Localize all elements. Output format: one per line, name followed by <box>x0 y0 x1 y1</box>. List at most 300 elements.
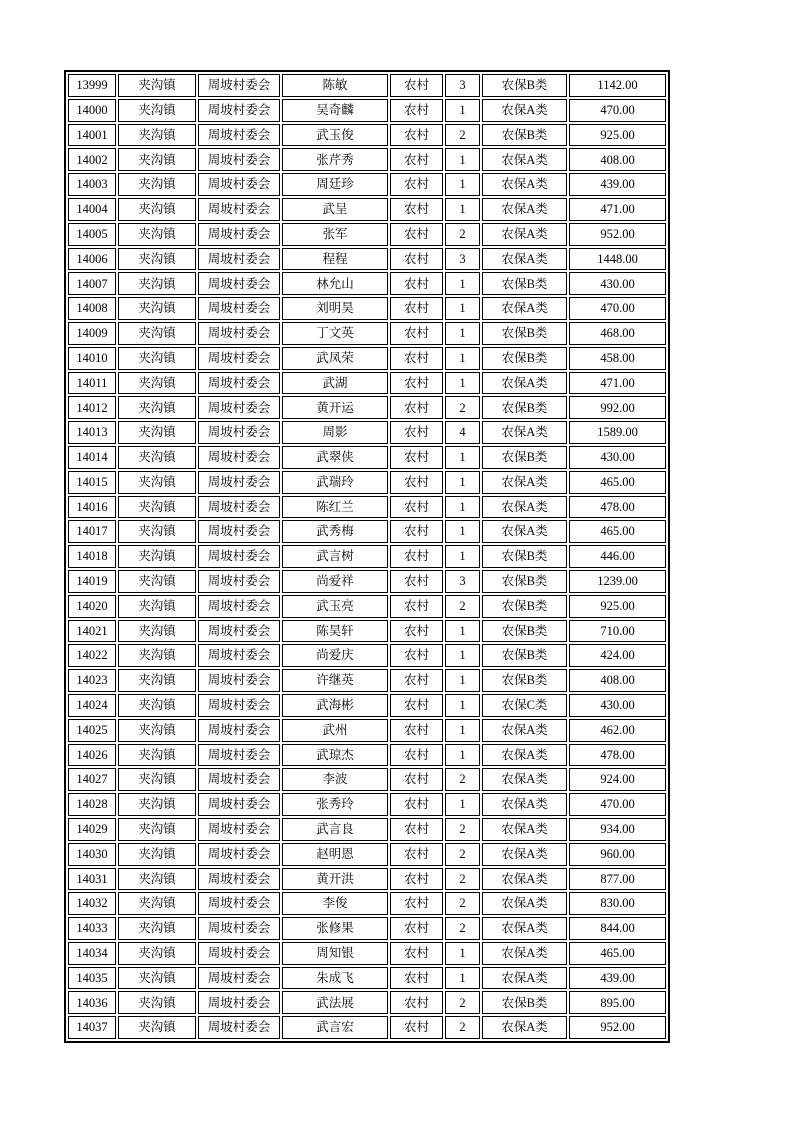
cell-person-name: 吴奇麟 <box>282 99 388 122</box>
cell-amount: 471.00 <box>569 372 666 395</box>
cell-insurance-class: 农保A类 <box>482 967 567 990</box>
cell-residence-type: 农村 <box>390 768 443 791</box>
cell-town: 夹沟镇 <box>118 223 196 246</box>
table-row <box>68 545 666 568</box>
table-row <box>68 297 666 320</box>
cell-insurance-class: 农保B类 <box>482 620 567 643</box>
cell-insurance-class: 农保A类 <box>482 471 567 494</box>
cell-insurance-class: 农保B类 <box>482 570 567 593</box>
cell-person-count: 1 <box>445 793 480 816</box>
cell-village-committee: 周坡村委会 <box>198 471 280 494</box>
cell-amount: 470.00 <box>569 99 666 122</box>
cell-town: 夹沟镇 <box>118 421 196 444</box>
cell-residence-type: 农村 <box>390 223 443 246</box>
cell-amount: 1448.00 <box>569 248 666 271</box>
cell-residence-type: 农村 <box>390 669 443 692</box>
cell-person-count: 1 <box>445 694 480 717</box>
table-row <box>68 520 666 543</box>
cell-insurance-class: 农保A类 <box>482 99 567 122</box>
cell-residence-type: 农村 <box>390 843 443 866</box>
cell-town: 夹沟镇 <box>118 446 196 469</box>
cell-insurance-class: 农保A类 <box>482 148 567 171</box>
cell-town: 夹沟镇 <box>118 744 196 767</box>
cell-town: 夹沟镇 <box>118 892 196 915</box>
cell-insurance-class: 农保B类 <box>482 322 567 345</box>
cell-residence-type: 农村 <box>390 347 443 370</box>
cell-amount: 925.00 <box>569 124 666 147</box>
cell-person-count: 1 <box>445 446 480 469</box>
cell-village-committee: 周坡村委会 <box>198 768 280 791</box>
cell-village-committee: 周坡村委会 <box>198 967 280 990</box>
cell-residence-type: 农村 <box>390 942 443 965</box>
cell-insurance-class: 农保A类 <box>482 520 567 543</box>
cell-person-name: 武法展 <box>282 991 388 1014</box>
cell-serial-number: 14034 <box>68 942 116 965</box>
cell-person-count: 2 <box>445 868 480 891</box>
cell-person-name: 武翠侠 <box>282 446 388 469</box>
cell-village-committee: 周坡村委会 <box>198 124 280 147</box>
cell-serial-number: 14027 <box>68 768 116 791</box>
cell-town: 夹沟镇 <box>118 818 196 841</box>
cell-residence-type: 农村 <box>390 248 443 271</box>
cell-residence-type: 农村 <box>390 124 443 147</box>
cell-serial-number: 14018 <box>68 545 116 568</box>
cell-residence-type: 农村 <box>390 496 443 519</box>
cell-person-count: 1 <box>445 620 480 643</box>
cell-village-committee: 周坡村委会 <box>198 793 280 816</box>
cell-person-name: 武呈 <box>282 198 388 221</box>
cell-town: 夹沟镇 <box>118 570 196 593</box>
cell-amount: 446.00 <box>569 545 666 568</box>
cell-person-name: 许继英 <box>282 669 388 692</box>
cell-person-name: 黄开运 <box>282 396 388 419</box>
cell-serial-number: 14032 <box>68 892 116 915</box>
cell-amount: 424.00 <box>569 644 666 667</box>
table-row <box>68 942 666 965</box>
table-row <box>68 74 666 97</box>
table-row <box>68 570 666 593</box>
cell-insurance-class: 农保A类 <box>482 198 567 221</box>
cell-residence-type: 农村 <box>390 322 443 345</box>
cell-amount: 992.00 <box>569 396 666 419</box>
cell-serial-number: 14011 <box>68 372 116 395</box>
cell-insurance-class: 农保A类 <box>482 793 567 816</box>
cell-residence-type: 农村 <box>390 545 443 568</box>
table-row <box>68 595 666 618</box>
table-row <box>68 223 666 246</box>
cell-person-name: 武瑞玲 <box>282 471 388 494</box>
cell-person-name: 陈红兰 <box>282 496 388 519</box>
cell-residence-type: 农村 <box>390 991 443 1014</box>
cell-person-name: 武玉亮 <box>282 595 388 618</box>
cell-town: 夹沟镇 <box>118 595 196 618</box>
cell-town: 夹沟镇 <box>118 496 196 519</box>
table-row <box>68 1016 666 1039</box>
cell-insurance-class: 农保A类 <box>482 768 567 791</box>
cell-amount: 925.00 <box>569 595 666 618</box>
cell-person-count: 1 <box>445 545 480 568</box>
cell-insurance-class: 农保A类 <box>482 372 567 395</box>
cell-serial-number: 14020 <box>68 595 116 618</box>
cell-town: 夹沟镇 <box>118 942 196 965</box>
cell-person-count: 2 <box>445 991 480 1014</box>
cell-town: 夹沟镇 <box>118 644 196 667</box>
cell-amount: 462.00 <box>569 719 666 742</box>
cell-town: 夹沟镇 <box>118 272 196 295</box>
cell-residence-type: 农村 <box>390 967 443 990</box>
cell-village-committee: 周坡村委会 <box>198 917 280 940</box>
cell-town: 夹沟镇 <box>118 545 196 568</box>
cell-amount: 895.00 <box>569 991 666 1014</box>
cell-serial-number: 14017 <box>68 520 116 543</box>
cell-amount: 430.00 <box>569 694 666 717</box>
cell-town: 夹沟镇 <box>118 520 196 543</box>
cell-amount: 465.00 <box>569 471 666 494</box>
cell-person-name: 尚爱祥 <box>282 570 388 593</box>
cell-residence-type: 农村 <box>390 818 443 841</box>
table-row <box>68 446 666 469</box>
cell-residence-type: 农村 <box>390 421 443 444</box>
cell-residence-type: 农村 <box>390 372 443 395</box>
cell-town: 夹沟镇 <box>118 99 196 122</box>
cell-town: 夹沟镇 <box>118 372 196 395</box>
cell-town: 夹沟镇 <box>118 1016 196 1039</box>
cell-serial-number: 14029 <box>68 818 116 841</box>
table-row <box>68 694 666 717</box>
cell-residence-type: 农村 <box>390 595 443 618</box>
cell-person-count: 2 <box>445 768 480 791</box>
cell-person-count: 1 <box>445 669 480 692</box>
cell-serial-number: 14033 <box>68 917 116 940</box>
cell-amount: 468.00 <box>569 322 666 345</box>
table-row <box>68 372 666 395</box>
cell-amount: 408.00 <box>569 148 666 171</box>
cell-village-committee: 周坡村委会 <box>198 570 280 593</box>
cell-person-count: 1 <box>445 967 480 990</box>
cell-person-count: 1 <box>445 520 480 543</box>
cell-person-count: 2 <box>445 124 480 147</box>
cell-residence-type: 农村 <box>390 520 443 543</box>
cell-insurance-class: 农保A类 <box>482 868 567 891</box>
table-row <box>68 793 666 816</box>
cell-town: 夹沟镇 <box>118 843 196 866</box>
cell-village-committee: 周坡村委会 <box>198 248 280 271</box>
cell-town: 夹沟镇 <box>118 719 196 742</box>
cell-town: 夹沟镇 <box>118 74 196 97</box>
table-row <box>68 396 666 419</box>
cell-serial-number: 14008 <box>68 297 116 320</box>
cell-village-committee: 周坡村委会 <box>198 421 280 444</box>
cell-insurance-class: 农保B类 <box>482 669 567 692</box>
cell-residence-type: 农村 <box>390 99 443 122</box>
cell-town: 夹沟镇 <box>118 694 196 717</box>
cell-person-count: 2 <box>445 917 480 940</box>
table-row <box>68 272 666 295</box>
cell-insurance-class: 农保A类 <box>482 818 567 841</box>
cell-person-name: 武凤荣 <box>282 347 388 370</box>
cell-amount: 478.00 <box>569 744 666 767</box>
cell-serial-number: 14013 <box>68 421 116 444</box>
cell-village-committee: 周坡村委会 <box>198 892 280 915</box>
cell-person-name: 张军 <box>282 223 388 246</box>
cell-village-committee: 周坡村委会 <box>198 545 280 568</box>
cell-serial-number: 14022 <box>68 644 116 667</box>
cell-serial-number: 14035 <box>68 967 116 990</box>
cell-village-committee: 周坡村委会 <box>198 148 280 171</box>
cell-village-committee: 周坡村委会 <box>198 99 280 122</box>
cell-person-name: 黄开洪 <box>282 868 388 891</box>
cell-residence-type: 农村 <box>390 396 443 419</box>
cell-amount: 710.00 <box>569 620 666 643</box>
cell-insurance-class: 农保C类 <box>482 694 567 717</box>
cell-person-name: 张秀玲 <box>282 793 388 816</box>
cell-serial-number: 14005 <box>68 223 116 246</box>
cell-insurance-class: 农保A类 <box>482 744 567 767</box>
table-body <box>68 74 666 1039</box>
cell-village-committee: 周坡村委会 <box>198 198 280 221</box>
cell-village-committee: 周坡村委会 <box>198 223 280 246</box>
cell-person-count: 2 <box>445 396 480 419</box>
cell-insurance-class: 农保A类 <box>482 892 567 915</box>
cell-village-committee: 周坡村委会 <box>198 719 280 742</box>
cell-insurance-class: 农保B类 <box>482 595 567 618</box>
cell-village-committee: 周坡村委会 <box>198 620 280 643</box>
cell-serial-number: 14015 <box>68 471 116 494</box>
table-row <box>68 148 666 171</box>
cell-insurance-class: 农保B类 <box>482 545 567 568</box>
table-row <box>68 719 666 742</box>
cell-amount: 439.00 <box>569 173 666 196</box>
cell-person-name: 武玉俊 <box>282 124 388 147</box>
cell-person-count: 4 <box>445 421 480 444</box>
cell-serial-number: 13999 <box>68 74 116 97</box>
table-row <box>68 967 666 990</box>
cell-village-committee: 周坡村委会 <box>198 322 280 345</box>
cell-town: 夹沟镇 <box>118 198 196 221</box>
cell-person-count: 1 <box>445 644 480 667</box>
cell-person-name: 周影 <box>282 421 388 444</box>
cell-serial-number: 14009 <box>68 322 116 345</box>
cell-insurance-class: 农保B类 <box>482 347 567 370</box>
cell-person-name: 李俊 <box>282 892 388 915</box>
cell-serial-number: 14004 <box>68 198 116 221</box>
cell-town: 夹沟镇 <box>118 347 196 370</box>
table-row <box>68 868 666 891</box>
cell-person-count: 2 <box>445 1016 480 1039</box>
cell-person-name: 赵明恩 <box>282 843 388 866</box>
cell-serial-number: 14007 <box>68 272 116 295</box>
cell-person-name: 武州 <box>282 719 388 742</box>
cell-insurance-class: 农保B类 <box>482 74 567 97</box>
cell-residence-type: 农村 <box>390 446 443 469</box>
table-row <box>68 421 666 444</box>
cell-person-count: 1 <box>445 148 480 171</box>
cell-insurance-class: 农保A类 <box>482 496 567 519</box>
cell-residence-type: 农村 <box>390 471 443 494</box>
table-row <box>68 496 666 519</box>
cell-amount: 1589.00 <box>569 421 666 444</box>
cell-serial-number: 14036 <box>68 991 116 1014</box>
cell-serial-number: 14028 <box>68 793 116 816</box>
cell-village-committee: 周坡村委会 <box>198 595 280 618</box>
cell-residence-type: 农村 <box>390 868 443 891</box>
cell-amount: 924.00 <box>569 768 666 791</box>
cell-amount: 844.00 <box>569 917 666 940</box>
cell-serial-number: 14000 <box>68 99 116 122</box>
cell-person-name: 武湖 <box>282 372 388 395</box>
cell-person-name: 刘明昊 <box>282 297 388 320</box>
cell-village-committee: 周坡村委会 <box>198 446 280 469</box>
cell-amount: 465.00 <box>569 942 666 965</box>
cell-village-committee: 周坡村委会 <box>198 396 280 419</box>
cell-village-committee: 周坡村委会 <box>198 818 280 841</box>
cell-village-committee: 周坡村委会 <box>198 744 280 767</box>
cell-amount: 430.00 <box>569 446 666 469</box>
cell-person-count: 1 <box>445 347 480 370</box>
pension-roster-table <box>64 70 670 1043</box>
cell-serial-number: 14030 <box>68 843 116 866</box>
table-row <box>68 843 666 866</box>
cell-insurance-class: 农保A类 <box>482 843 567 866</box>
cell-village-committee: 周坡村委会 <box>198 173 280 196</box>
cell-person-name: 张修果 <box>282 917 388 940</box>
table-row <box>68 347 666 370</box>
cell-town: 夹沟镇 <box>118 297 196 320</box>
cell-serial-number: 14024 <box>68 694 116 717</box>
cell-serial-number: 14031 <box>68 868 116 891</box>
cell-residence-type: 农村 <box>390 620 443 643</box>
cell-person-count: 1 <box>445 198 480 221</box>
cell-person-count: 1 <box>445 372 480 395</box>
cell-village-committee: 周坡村委会 <box>198 372 280 395</box>
table-row <box>68 620 666 643</box>
cell-amount: 952.00 <box>569 223 666 246</box>
table-row <box>68 768 666 791</box>
cell-insurance-class: 农保A类 <box>482 223 567 246</box>
cell-town: 夹沟镇 <box>118 991 196 1014</box>
cell-residence-type: 农村 <box>390 744 443 767</box>
cell-town: 夹沟镇 <box>118 967 196 990</box>
table-row <box>68 124 666 147</box>
cell-person-count: 1 <box>445 719 480 742</box>
cell-person-name: 武言树 <box>282 545 388 568</box>
cell-residence-type: 农村 <box>390 917 443 940</box>
cell-serial-number: 14023 <box>68 669 116 692</box>
cell-town: 夹沟镇 <box>118 173 196 196</box>
cell-village-committee: 周坡村委会 <box>198 272 280 295</box>
table-row <box>68 744 666 767</box>
cell-town: 夹沟镇 <box>118 620 196 643</box>
cell-residence-type: 农村 <box>390 173 443 196</box>
cell-residence-type: 农村 <box>390 198 443 221</box>
cell-serial-number: 14016 <box>68 496 116 519</box>
cell-person-name: 陈昊轩 <box>282 620 388 643</box>
cell-insurance-class: 农保A类 <box>482 248 567 271</box>
cell-person-count: 2 <box>445 818 480 841</box>
table-row <box>68 198 666 221</box>
cell-town: 夹沟镇 <box>118 868 196 891</box>
cell-person-count: 1 <box>445 496 480 519</box>
cell-village-committee: 周坡村委会 <box>198 520 280 543</box>
cell-person-count: 1 <box>445 99 480 122</box>
cell-person-name: 周知银 <box>282 942 388 965</box>
cell-amount: 478.00 <box>569 496 666 519</box>
cell-insurance-class: 农保B类 <box>482 124 567 147</box>
cell-amount: 471.00 <box>569 198 666 221</box>
cell-person-count: 1 <box>445 322 480 345</box>
cell-town: 夹沟镇 <box>118 396 196 419</box>
cell-serial-number: 14019 <box>68 570 116 593</box>
cell-town: 夹沟镇 <box>118 322 196 345</box>
cell-person-name: 程程 <box>282 248 388 271</box>
cell-serial-number: 14012 <box>68 396 116 419</box>
cell-person-name: 武琼杰 <box>282 744 388 767</box>
cell-residence-type: 农村 <box>390 719 443 742</box>
cell-village-committee: 周坡村委会 <box>198 1016 280 1039</box>
cell-town: 夹沟镇 <box>118 768 196 791</box>
cell-person-count: 3 <box>445 248 480 271</box>
table-row <box>68 99 666 122</box>
cell-serial-number: 14021 <box>68 620 116 643</box>
cell-amount: 934.00 <box>569 818 666 841</box>
table-row <box>68 917 666 940</box>
cell-person-count: 3 <box>445 570 480 593</box>
cell-insurance-class: 农保A类 <box>482 173 567 196</box>
cell-amount: 960.00 <box>569 843 666 866</box>
cell-insurance-class: 农保B类 <box>482 644 567 667</box>
cell-amount: 952.00 <box>569 1016 666 1039</box>
cell-village-committee: 周坡村委会 <box>198 991 280 1014</box>
table-row <box>68 818 666 841</box>
table-row <box>68 991 666 1014</box>
cell-amount: 458.00 <box>569 347 666 370</box>
table-row <box>68 248 666 271</box>
cell-person-name: 张芹秀 <box>282 148 388 171</box>
cell-serial-number: 14037 <box>68 1016 116 1039</box>
cell-amount: 465.00 <box>569 520 666 543</box>
cell-amount: 830.00 <box>569 892 666 915</box>
cell-serial-number: 14026 <box>68 744 116 767</box>
cell-town: 夹沟镇 <box>118 793 196 816</box>
cell-residence-type: 农村 <box>390 793 443 816</box>
cell-person-count: 2 <box>445 223 480 246</box>
cell-residence-type: 农村 <box>390 297 443 320</box>
table-row <box>68 669 666 692</box>
cell-town: 夹沟镇 <box>118 917 196 940</box>
cell-town: 夹沟镇 <box>118 669 196 692</box>
cell-village-committee: 周坡村委会 <box>198 694 280 717</box>
cell-residence-type: 农村 <box>390 272 443 295</box>
cell-insurance-class: 农保A类 <box>482 1016 567 1039</box>
cell-person-count: 2 <box>445 595 480 618</box>
cell-village-committee: 周坡村委会 <box>198 74 280 97</box>
cell-amount: 470.00 <box>569 297 666 320</box>
cell-serial-number: 14025 <box>68 719 116 742</box>
cell-person-count: 1 <box>445 744 480 767</box>
cell-village-committee: 周坡村委会 <box>198 669 280 692</box>
cell-insurance-class: 农保A类 <box>482 719 567 742</box>
table-row <box>68 173 666 196</box>
cell-town: 夹沟镇 <box>118 148 196 171</box>
cell-amount: 408.00 <box>569 669 666 692</box>
cell-residence-type: 农村 <box>390 148 443 171</box>
cell-serial-number: 14010 <box>68 347 116 370</box>
cell-amount: 1142.00 <box>569 74 666 97</box>
cell-person-name: 武秀梅 <box>282 520 388 543</box>
cell-village-committee: 周坡村委会 <box>198 942 280 965</box>
cell-serial-number: 14002 <box>68 148 116 171</box>
cell-serial-number: 14014 <box>68 446 116 469</box>
